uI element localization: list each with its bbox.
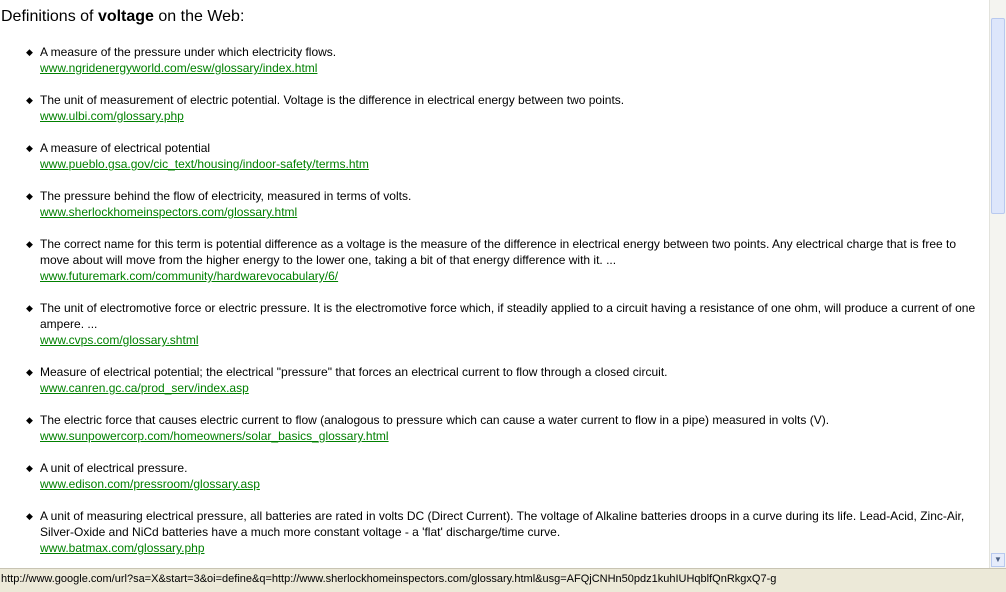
definition-source-link[interactable]: www.ulbi.com/glossary.php [40,109,184,123]
definition-text: The electric force that causes electric current to flow (analogous to pressure which can cause a water current to flow in a pipe) measured in volts (V). [40,413,830,427]
heading-prefix: Definitions of [1,8,98,25]
bullet-icon: ◆ [26,239,33,249]
bullet-icon: ◆ [26,143,33,153]
bullet-icon: ◆ [26,511,33,521]
bullet-icon: ◆ [26,95,33,105]
definition-text: A unit of electrical pressure. [40,461,188,475]
heading-term: voltage [97,8,154,25]
definition-text: The unit of electromotive force or electric pressure. It is the electromotive force which, if steadily applied to a circuit having a resistance of one ohm, will produce a current of one ampere. ... [40,301,976,331]
definition-item [0,460,989,492]
definition-item [0,508,989,556]
status-bar [0,568,1006,592]
definition-item [0,92,989,124]
definition-source-link[interactable]: www.sherlockhomeinspectors.com/glossary.html [40,205,298,219]
definition-text: Measure of electrical potential; the electrical "pressure" that forces an electrical current to flow through a closed circuit. [40,365,668,379]
definition-text: A unit of measuring electrical pressure, all batteries are rated in volts DC (Direct Current). The voltage of Alkaline batteries droops in a curve during its life. Lead-Acid, Zinc-Air, Silver-Oxide and NiCd batteries have a much more constant voltage - a 'flat' discharge/time curve. [40,509,965,539]
definition-item [0,300,989,348]
definition-source-link[interactable]: www.batmax.com/glossary.php [40,541,205,555]
heading-suffix: on the Web: [153,8,245,25]
bullet-icon: ◆ [26,303,33,313]
scrollbar-thumb[interactable] [991,18,1005,214]
bullet-icon: ◆ [26,191,33,201]
definition-text: A measure of electrical potential [40,141,211,155]
definition-source-link[interactable]: www.edison.com/pressroom/glossary.asp [40,477,260,491]
definition-item [0,412,989,444]
bullet-icon: ◆ [26,47,33,57]
definition-source-link[interactable]: www.pueblo.gsa.gov/cic_text/housing/indoor-safety/terms.htm [40,157,369,171]
definitions-list [0,44,989,568]
definition-source-link[interactable]: www.sunpowercorp.com/homeowners/solar_basics_glossary.html [40,429,389,443]
definition-source-link[interactable]: www.canren.gc.ca/prod_serv/index.asp [40,381,249,395]
page-heading [1,8,244,26]
definition-item [0,140,989,172]
scroll-down-arrow-icon[interactable]: ▼ [991,553,1005,567]
definition-source-link[interactable]: www.cvps.com/glossary.shtml [40,333,199,347]
definition-text: A measure of the pressure under which electricity flows. [40,45,337,59]
definition-source-link[interactable]: www.futuremark.com/community/hardwarevocabulary/6/ [40,269,339,283]
definition-item [0,236,989,284]
definition-source-link[interactable]: www.ngridenergyworld.com/esw/glossary/index.html [40,61,318,75]
definition-item [0,188,989,220]
definition-text: The pressure behind the flow of electricity, measured in terms of volts. [40,189,412,203]
bullet-icon: ◆ [26,415,33,425]
definition-text: The unit of measurement of electric potential. Voltage is the difference in electrical energy between two points. [40,93,625,107]
status-bar-url: http://www.google.com/url?sa=X&start=3&oi=define&q=http://www.sherlockhomeinspectors.com/glossary.html&usg=AFQjCNHn50pdz1kuhIUHqblfQnRkgxQ7-g [1,573,777,585]
definition-item [0,364,989,396]
bullet-icon: ◆ [26,463,33,473]
definition-text: The correct name for this term is potential difference as a voltage is the measure of the difference in electrical energy between two points. Any electrical charge that is free to move about will move from the higher energy to the lower one, taking a bit of that energy difference with it. ... [40,237,957,267]
bullet-icon: ◆ [26,367,33,377]
definition-item [0,44,989,76]
vertical-scrollbar[interactable] [989,0,1006,568]
